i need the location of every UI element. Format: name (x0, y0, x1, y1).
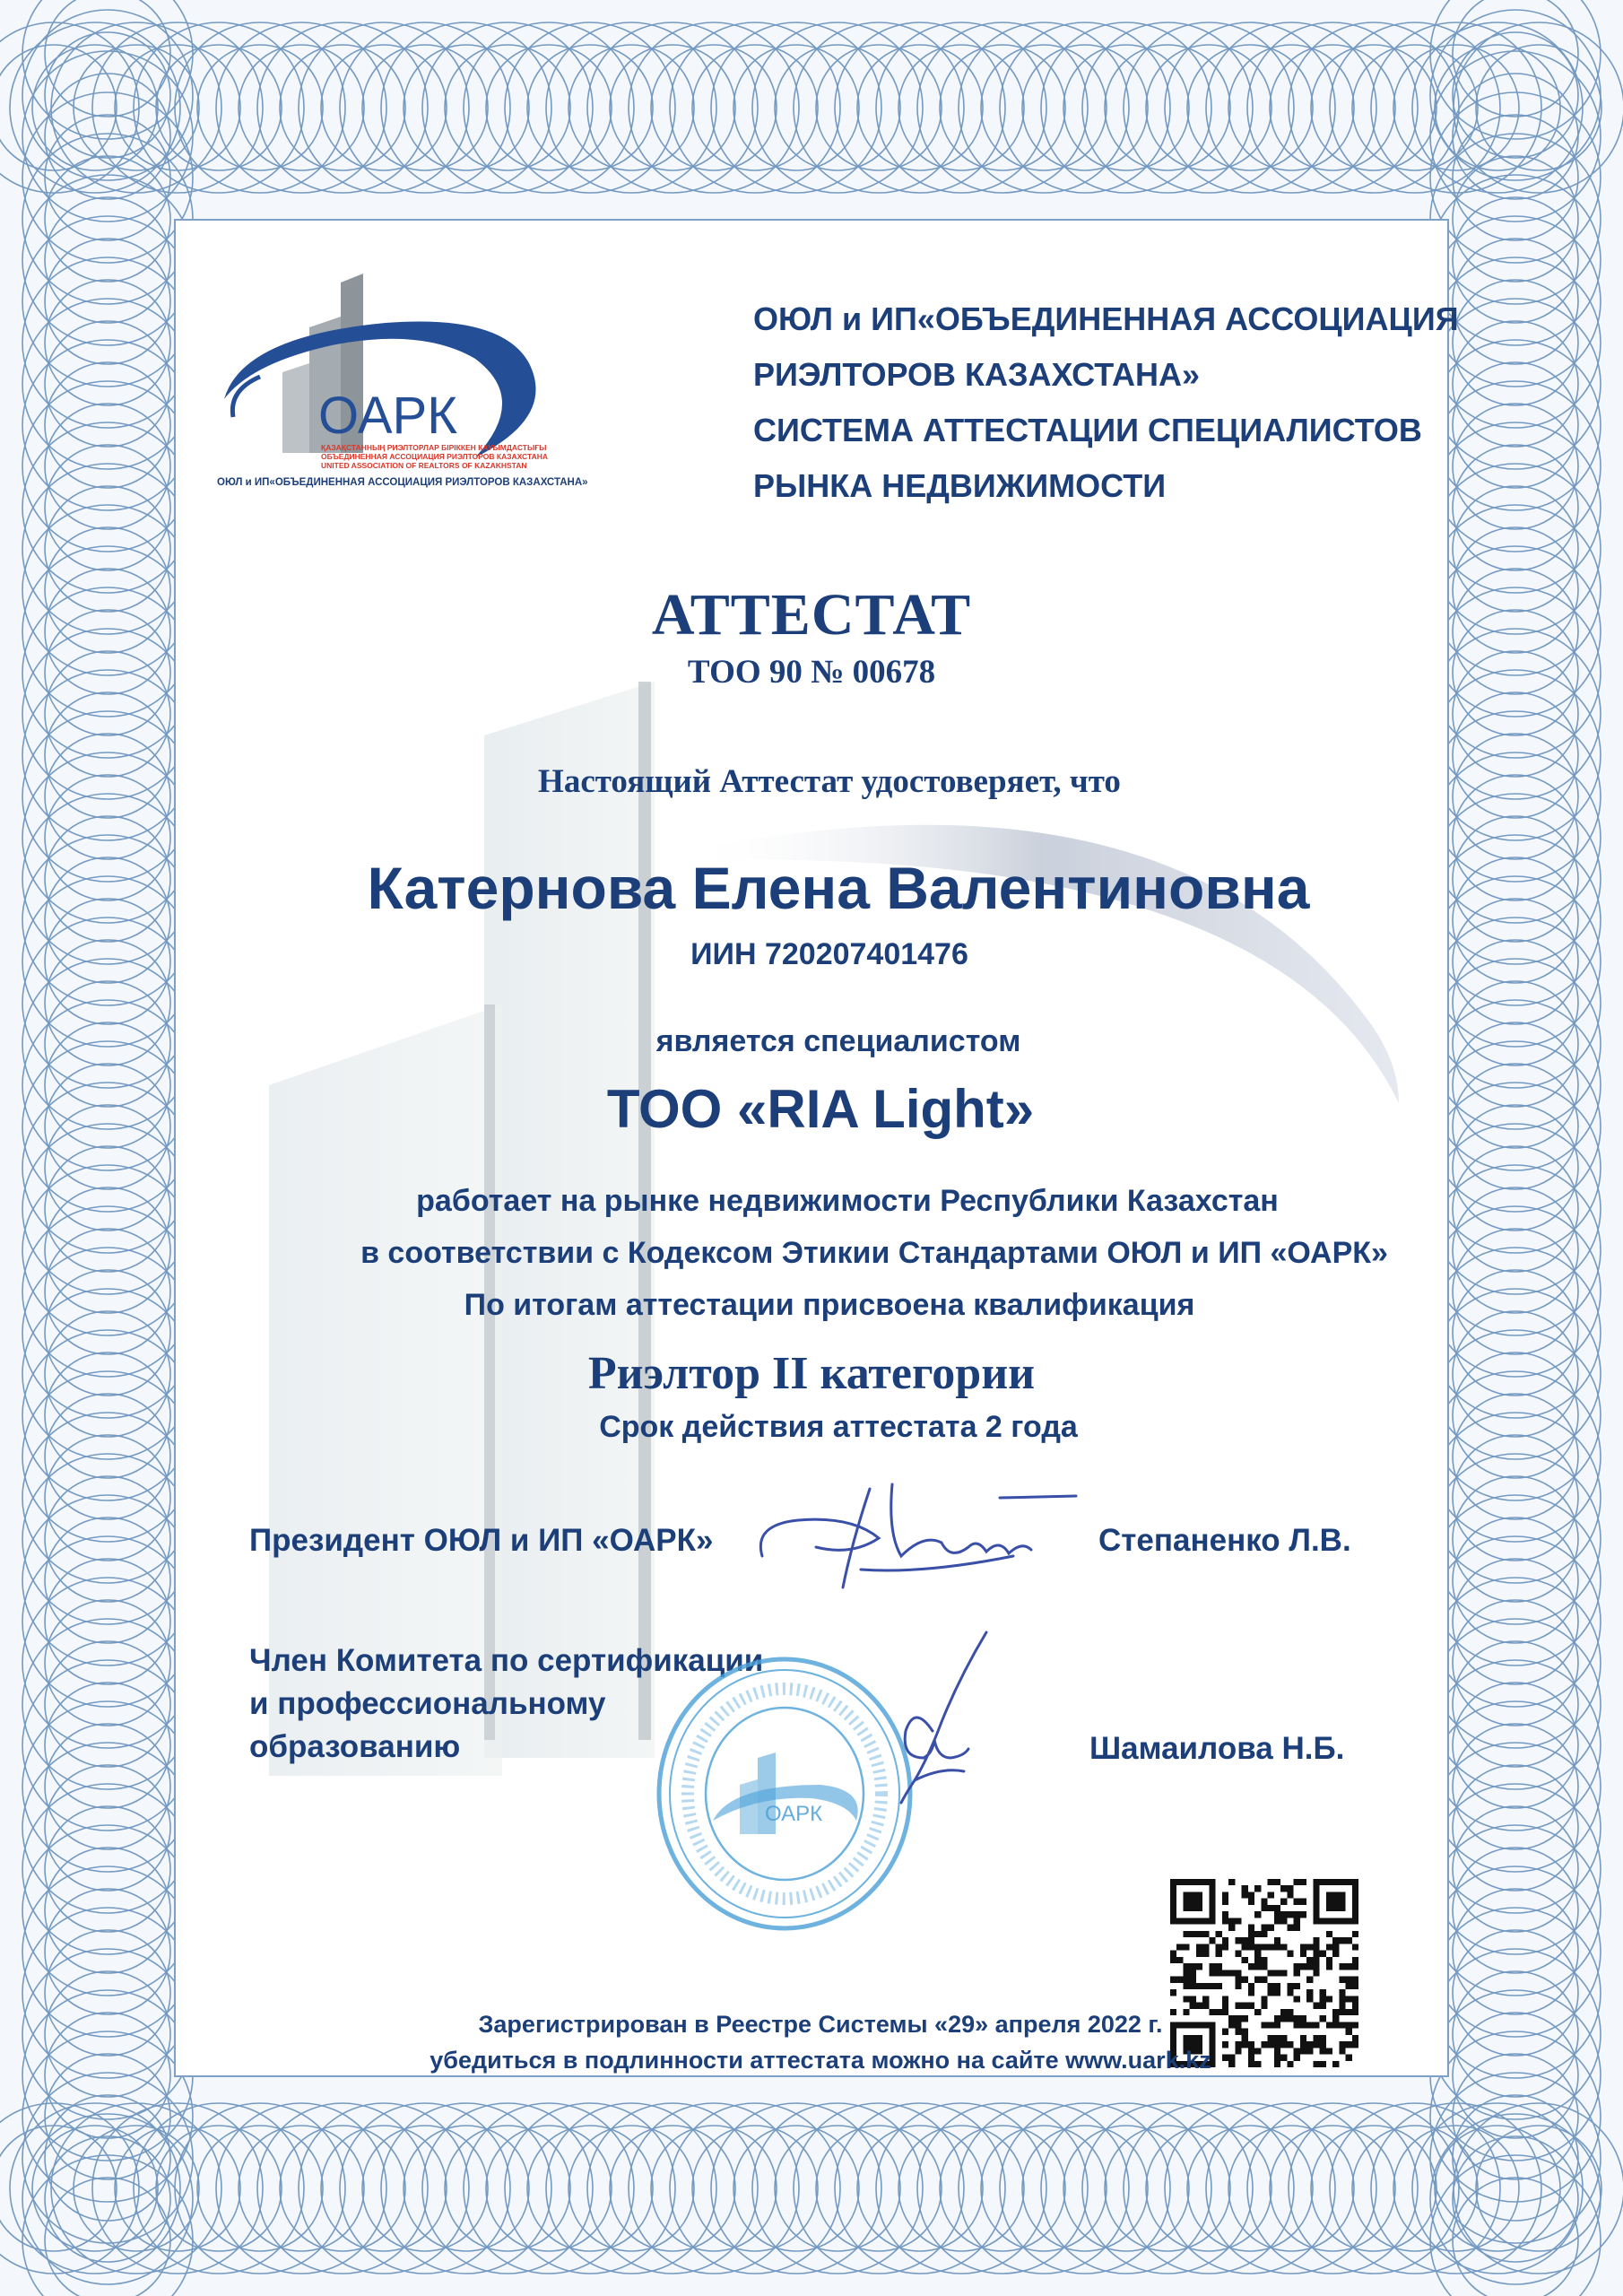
member-signature (879, 1623, 1004, 1821)
member-title-line-1: Член Комитета по сертификации (249, 1643, 764, 1678)
certifies-text: Настоящий Аттестат удостоверяет, что (538, 763, 1121, 800)
qualification: Риэлтор II категории (587, 1348, 1036, 1399)
certificate-number: ТОО 90 № 00678 (687, 654, 936, 691)
logo-caption: ОЮЛ и ИП«ОБЪЕДИНЕННАЯ АССОЦИАЦИЯ РИЭЛТОРОВ КАЗАХСТАНА» (217, 477, 588, 488)
logo-line-ru: ОБЪЕДИНЕННАЯ АССОЦИАЦИЯ РИЭЛТОРОВ КАЗАХСТАНА (321, 452, 549, 461)
header-line-4: РЫНКА НЕДВИЖИМОСТИ (753, 467, 1167, 504)
president-signature (744, 1471, 1085, 1605)
body-line-1: работает на рынке недвижимости Республики Казахстан (416, 1184, 1279, 1218)
member-title-line-3: образованию (249, 1729, 461, 1764)
oark-logo (206, 274, 628, 498)
president-title: Президент ОЮЛ и ИП «ОАРК» (249, 1523, 714, 1558)
header-line-1: ОЮЛ и ИП«ОБЪЕДИНЕННАЯ АССОЦИАЦИЯ (753, 300, 1459, 337)
member-name: Шамаилова Н.Б. (1089, 1731, 1345, 1766)
body-line-3: По итогам аттестации присвоена квалификация (464, 1288, 1195, 1322)
registered-text: Зарегистрирован в Реестре Системы «29» апреля 2022 г. (478, 2011, 1163, 2038)
seal-center-text: ОАРК (765, 1802, 823, 1826)
header-line-3: СИСТЕМА АТТЕСТАЦИИ СПЕЦИАЛИСТОВ (753, 412, 1422, 448)
member-title-line-2: и профессиональному (249, 1686, 606, 1721)
logo-line-kz: ҚАЗАҚСТАННЫҢ РИЭЛТОРЛАР БІРІККЕН ҚАУЫМДАСТЫҒЫ (321, 443, 547, 452)
header-line-2: РИЭЛТОРОВ КАЗАХСТАНА» (753, 356, 1201, 393)
organization-header (753, 291, 1459, 514)
logo-line-en: UNITED ASSOCIATION OF REALTORS OF KAZAKHSTAN (321, 461, 527, 470)
validity: Срок действия аттестата 2 года (599, 1410, 1078, 1444)
president-name: Степаненко Л.В. (1098, 1523, 1351, 1558)
verify-text: убедиться в подлинности аттестата можно на сайте www.uark.kz (430, 2047, 1211, 2074)
company-name: ТОО «RIA Light» (606, 1079, 1035, 1139)
certificate-title: АТТЕСТАТ (651, 582, 972, 648)
qr-code[interactable] (1170, 1879, 1358, 2067)
holder-name: Катернова Елена Валентиновна (367, 855, 1310, 921)
body-line-2: в соответствии с Кодексом Этикии Стандартами ОЮЛ и ИП «ОАРК» (360, 1236, 1388, 1270)
holder-iin: ИИН 720207401476 (690, 937, 968, 971)
is-specialist-text: является специалистом (655, 1024, 1021, 1058)
logo-acronym: ОАРК (318, 387, 457, 445)
